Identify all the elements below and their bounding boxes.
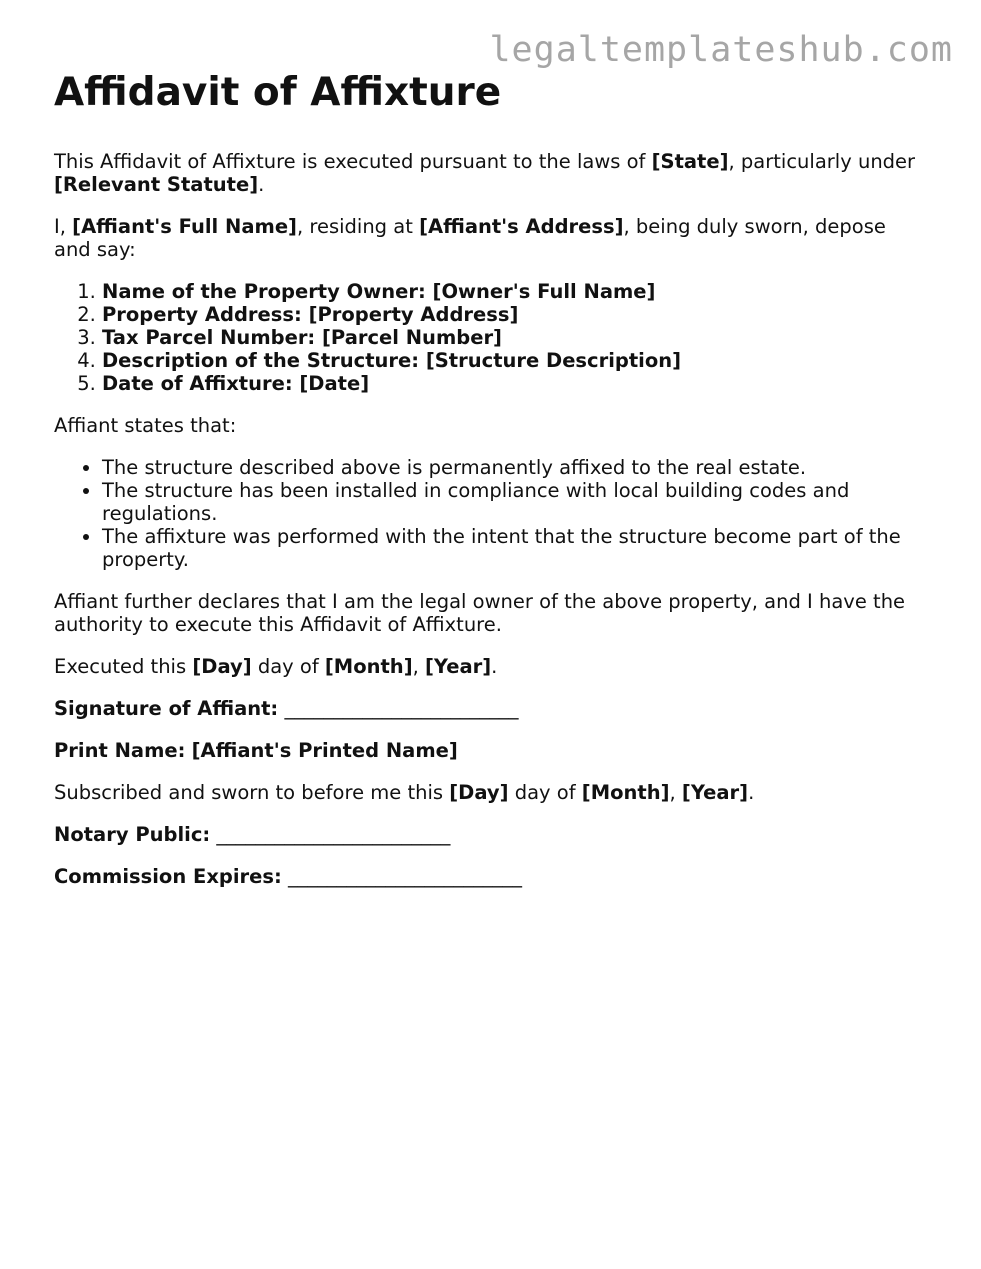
detail-parcel: Tax Parcel Number: [Parcel Number] (102, 326, 502, 349)
watermark: legaltemplateshub.com (489, 30, 953, 70)
print-name-row (54, 739, 924, 762)
intro-text-1: This Affidavit of Affixture is executed pursuant to the laws of (54, 150, 652, 173)
print-name-placeholder: [Affiant's Printed Name] (191, 739, 458, 762)
notary-line: ________________________ (216, 823, 451, 846)
executed-text-1: Executed this (54, 655, 193, 678)
document-body (54, 70, 924, 907)
oath-text-1: I, (54, 215, 73, 238)
detail-date: Date of Affixture: [Date] (102, 372, 370, 395)
subscribed-text-3: , (669, 781, 682, 804)
subscribed-month: [Month] (581, 781, 670, 804)
oath-text-3: , being duly sworn, depose and say: (54, 215, 886, 261)
states-intro: Affiant states that: (54, 414, 237, 437)
list-item (102, 280, 924, 303)
property-details-list (54, 280, 924, 395)
list-item (102, 326, 924, 349)
executed-month: [Month] (324, 655, 413, 678)
executed-line (54, 655, 924, 678)
commission-row (54, 865, 924, 888)
document-title: Affidavit of Affixture (54, 70, 502, 115)
subscribed-text-1: Subscribed and sworn to before me this (54, 781, 450, 804)
state-placeholder: [State] (651, 150, 729, 173)
subscribed-year: [Year] (681, 781, 749, 804)
intro-paragraph (54, 150, 924, 196)
notary-label: Notary Public: (54, 823, 211, 846)
statements-list (54, 456, 924, 571)
statute-placeholder: [Relevant Statute] (54, 173, 259, 196)
executed-text-2: day of (251, 655, 325, 678)
subscribed-text-4: . (748, 781, 755, 804)
notary-row (54, 823, 924, 846)
list-item (102, 372, 924, 395)
commission-label: Commission Expires: (54, 865, 282, 888)
signature-row (54, 697, 924, 720)
declaration-paragraph: Affiant further declares that I am the legal owner of the above property, and I have the authority to execute this Affidavit of Affixture. (54, 590, 906, 636)
list-item: • The structure described above is permanently affixed to the real estate. (102, 456, 924, 479)
executed-day: [Day] (192, 655, 252, 678)
affiant-name-placeholder: [Affiant's Full Name] (72, 215, 297, 238)
list-item (102, 303, 924, 326)
intro-text-2: , particularly under (728, 150, 916, 173)
detail-structure: Description of the Structure: [Structure Description] (102, 349, 682, 372)
oath-text-2: , residing at (296, 215, 420, 238)
executed-year: [Year] (425, 655, 492, 678)
print-name-label: Print Name: (54, 739, 186, 762)
list-item: • The affixture was performed with the intent that the structure become part of the property. (102, 525, 924, 571)
subscribed-day: [Day] (449, 781, 509, 804)
signature-label: Signature of Affiant: (54, 697, 279, 720)
list-item (102, 349, 924, 372)
subscribed-line (54, 781, 924, 804)
executed-text-4: . (491, 655, 498, 678)
list-item: • The structure has been installed in compliance with local building codes and regulations. (102, 479, 924, 525)
detail-owner: Name of the Property Owner: [Owner's Full Name] (102, 280, 656, 303)
commission-line: ________________________ (288, 865, 522, 888)
affiant-address-placeholder: [Affiant's Address] (419, 215, 624, 238)
detail-address: Property Address: [Property Address] (102, 303, 519, 326)
intro-text-3: . (258, 173, 265, 196)
executed-text-3: , (412, 655, 426, 678)
signature-line: ________________________ (284, 697, 519, 720)
oath-paragraph (54, 215, 924, 261)
subscribed-text-2: day of (508, 781, 582, 804)
